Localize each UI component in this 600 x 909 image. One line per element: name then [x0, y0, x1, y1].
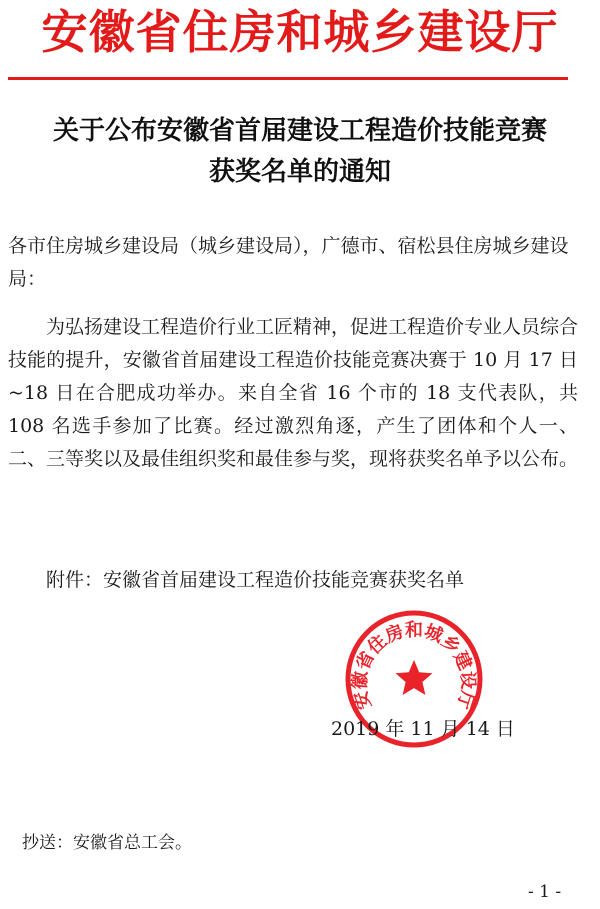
red-divider-rule [8, 77, 568, 80]
attachment-line: 附件：安徽省首届建设工程造价技能竞赛获奖名单 [46, 569, 465, 591]
salutation: 各市住房城乡建设局（城乡建设局），广德市、宿松县住房城乡建设局： [8, 235, 569, 290]
cc-line: 抄送：安徽省总工会。 [22, 833, 192, 853]
page-number: - 1 - [528, 882, 562, 902]
body-paragraph: 为弘扬建设工程造价行业工匠精神，促进工程造价专业人员综合技能的提升，安徽省首届建设工程造价技能竞赛决赛于 10 月 17 日~18 日在合肥成功举办。来自全省 16 个市的 18 支代表队，共 108 名选手参加了比赛。经过激烈角逐，产生了团体和个人一、二、三等奖以及最佳组织奖和最佳参与奖，现将获奖名单予以公布。 [8, 316, 579, 470]
document-title-line-2: 获奖名单的通知 [208, 157, 391, 187]
document-title-line-1: 关于公布安徽省首届建设工程造价技能竞赛 [52, 116, 547, 146]
issuer-masthead: 安徽省住房和城乡建设厅 [41, 5, 559, 59]
seal-text: 安徽省住房和城乡建设厅 [349, 619, 479, 712]
seal-star-icon [396, 660, 433, 695]
issue-date: 2019 年 11 月 14 日 [331, 718, 515, 740]
